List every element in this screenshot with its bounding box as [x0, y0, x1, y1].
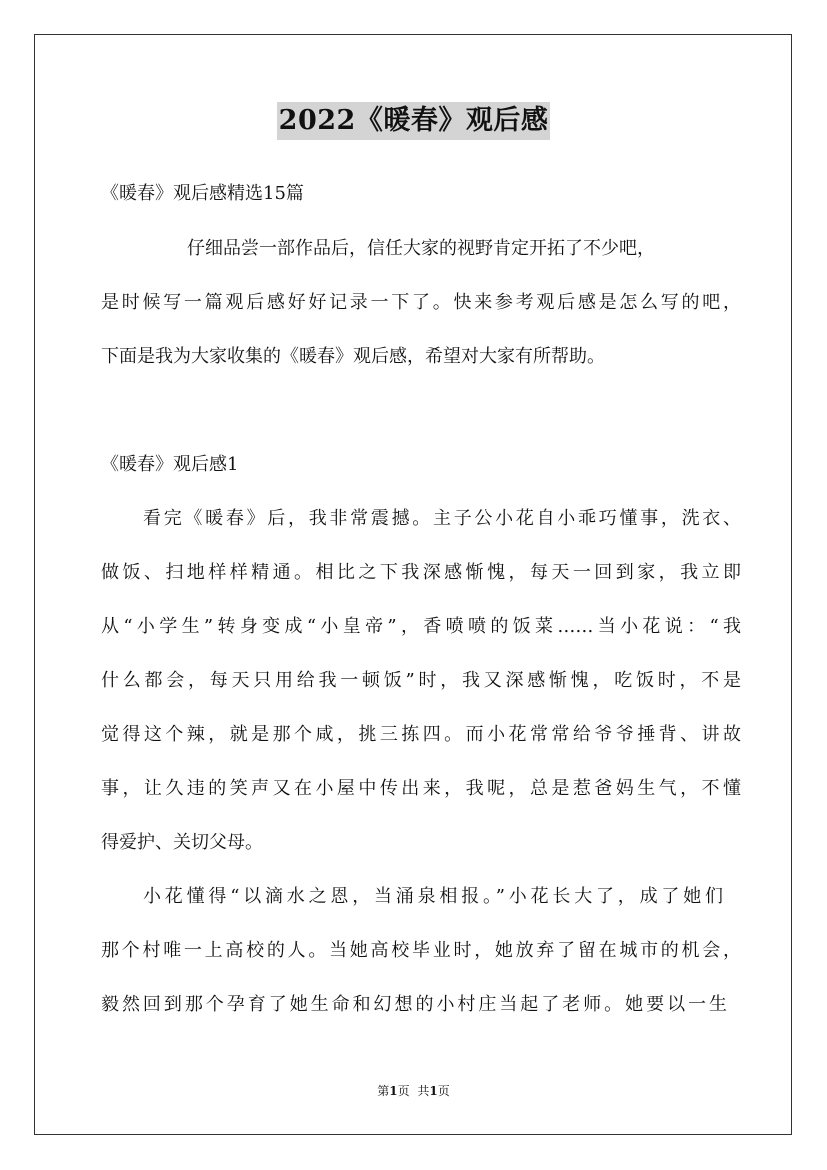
page-footer — [0, 1083, 827, 1099]
title-container — [0, 102, 827, 140]
paragraph-line: 从“小学生”转身变成“小皇帝”，香喷喷的饭菜……当小花说：“我 — [101, 616, 741, 637]
document-title: 2022《暖春》观后感 — [277, 102, 551, 140]
intro-line: 是时候写一篇观后感好好记录一下了。快来参考观后感是怎么写的吧， — [101, 292, 741, 313]
footer-page-number: 1 — [389, 1084, 398, 1098]
footer-total-pages: 1 — [429, 1084, 438, 1098]
paragraph-line: 毅然回到那个孕育了她生命和幻想的小村庄当起了老师。她要以一生 — [101, 994, 727, 1015]
subtitle: 《暖春》观后感精选15篇 — [101, 183, 304, 204]
footer-total-suffix: 页 — [437, 1084, 450, 1098]
paragraph-line: 事，让久违的笑声又在小屋中传出来，我呢，总是惹爸妈生气，不懂 — [101, 778, 741, 799]
paragraph-line: 什么都会，每天只用给我一顿饭”时，我又深感惭愧，吃饭时，不是 — [101, 670, 741, 691]
paragraph-line: 做饭、扫地样样精通。相比之下我深感惭愧，每天一回到家，我立即 — [101, 562, 741, 583]
intro-line: 仔细品尝一部作品后，信任大家的视野肯定开拓了不少吧， — [187, 238, 655, 259]
section-heading: 《暖春》观后感1 — [101, 454, 239, 475]
paragraph-line: 看完《暖春》后，我非常震撼。主子公小花自小乖巧懂事，洗衣、 — [143, 508, 741, 529]
paragraph-line: 小花懂得“以滴水之恩，当涌泉相报。”小花长大了，成了她们 — [143, 886, 723, 907]
footer-prefix: 第 — [377, 1084, 390, 1098]
paragraph-line: 得爱护、关切父母。 — [101, 832, 263, 853]
intro-line: 下面是我为大家收集的《暖春》观后感，希望对大家有所帮助。 — [101, 346, 605, 367]
footer-page-suffix: 页 — [397, 1084, 410, 1098]
paragraph-line: 觉得这个辣，就是那个咸，挑三拣四。而小花常常给爷爷捶背、讲故 — [101, 724, 741, 745]
footer-total-prefix: 共 — [417, 1084, 430, 1098]
paragraph-line: 那个村唯一上高校的人。当她高校毕业时，她放弃了留在城市的机会， — [101, 940, 741, 961]
